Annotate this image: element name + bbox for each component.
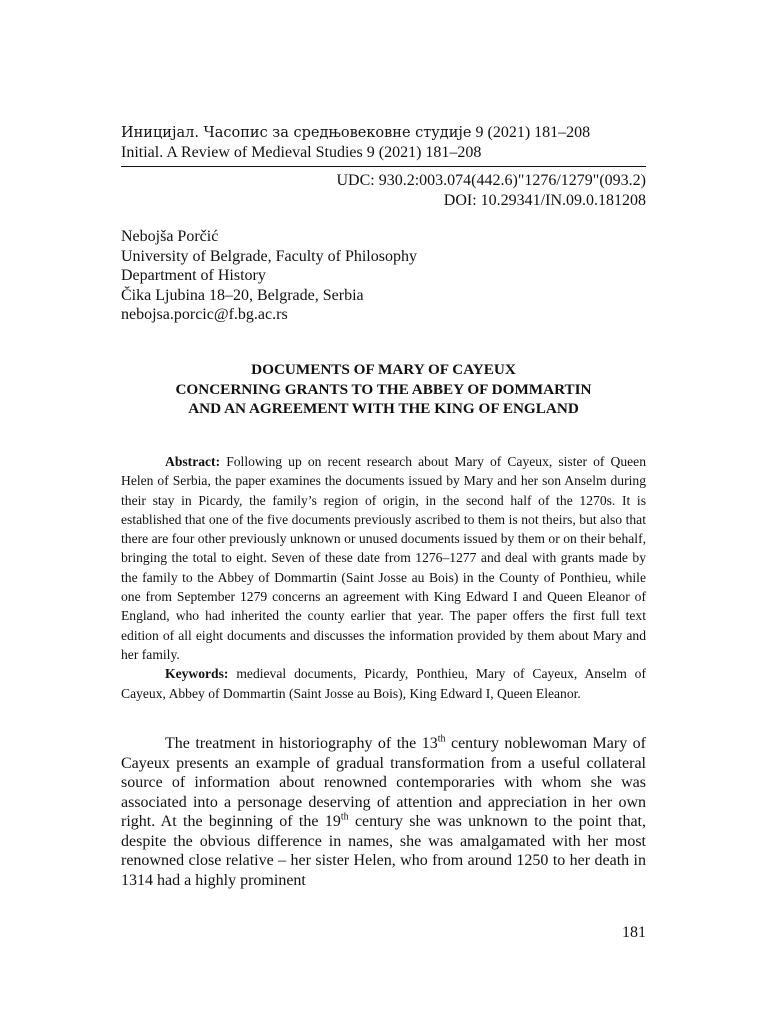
ordinal-suffix-1: th bbox=[437, 733, 446, 745]
body-text bbox=[121, 734, 646, 890]
body-paragraph bbox=[121, 734, 646, 890]
journal-header bbox=[121, 123, 646, 163]
author-email: nebojsa.porcic@f.bg.ac.rs bbox=[121, 306, 288, 323]
journal-citation-english: Initial. A Review of Medieval Studies 9 (2021) 181–208 bbox=[121, 144, 482, 161]
title-line-3: AND AN AGREEMENT WITH THE KING OF ENGLAND bbox=[188, 400, 579, 417]
udc-code: UDC: 930.2:003.074(442.6)"1276/1279"(093.2) bbox=[336, 172, 646, 189]
journal-name-cyrillic: Иницијал. Часопис за средњовековне студије bbox=[121, 125, 472, 141]
author-address: Čika Ljubina 18–20, Belgrade, Serbia bbox=[121, 286, 364, 304]
author-block bbox=[121, 227, 646, 325]
keywords-paragraph bbox=[121, 664, 646, 703]
abstract-label: Abstract: bbox=[165, 454, 221, 469]
doi: DOI: 10.29341/IN.09.0.181208 bbox=[443, 192, 646, 209]
title-line-2: CONCERNING GRANTS TO THE ABBEY OF DOMMARTIN bbox=[175, 380, 592, 398]
keywords-label: Keywords: bbox=[165, 666, 229, 682]
journal-issue-cyrillic: 9 (2021) 181–208 bbox=[471, 124, 591, 141]
page-number: 181 bbox=[622, 924, 646, 941]
body-text-part-2: century noblewoman Mary of Cayeux presents an example of gradual transformation from a useful collateral source of information about renowned contemporaries with whom she was associated into a personage deserving of attention and appreciation in her own right. At the beginning of the 19 bbox=[121, 735, 646, 830]
abstract-paragraph bbox=[121, 452, 646, 664]
abstract-section bbox=[121, 452, 646, 703]
abstract-text: Following up on recent research about Mary of Cayeux, sister of Queen Helen of Serbia, the paper examines the documents issued by Mary and her son Anselm during their stay in Picardy, the family’s region of origin, in the second half of the 1270s. It is established that one of the five documents previously ascribed to them is not theirs, but also that there are four other previously unknown or unused documents issued by them or on their behalf, bringing the total to eight. Seven of these date from 1276–1277 and deal with grants made by the family to the Abbey of Dommartin (Saint Josse au Bois) in the County of Ponthieu, while one from September 1279 concerns an agreement with King Edward I and Queen Eleanor of England, who had inherited the county earlier that year. The paper offers the first full text edition of all eight documents and discusses the information provided by them about Mary and her family. bbox=[121, 454, 646, 662]
author-affiliation-university: University of Belgrade, Faculty of Philosophy bbox=[121, 247, 417, 265]
body-text-part-1: The treatment in historiography of the 13 bbox=[165, 735, 438, 752]
body-text-part-3: century she was unknown to the point that, despite the obvious difference in names, she was amalgamated with her most renowned close relative – her sister Helen, who from around 1250 to her death in 1314 had a highly prominent bbox=[121, 813, 646, 889]
author-name: Nebojša Porčić bbox=[121, 228, 219, 245]
author-affiliation-department: Department of History bbox=[121, 267, 266, 284]
article-identifiers bbox=[121, 171, 646, 211]
ordinal-suffix-2: th bbox=[340, 811, 349, 823]
title-line-1: DOCUMENTS OF MARY OF CAYEUX bbox=[251, 361, 516, 378]
header-divider bbox=[121, 166, 646, 167]
keywords-text: medieval documents, Picardy, Ponthieu, Mary of Cayeux, Anselm of Cayeux, Abbey of Dommartin (Saint Josse au Bois), King Edward I, Queen Eleanor. bbox=[121, 666, 646, 701]
journal-citation-cyrillic bbox=[121, 123, 646, 143]
article-title bbox=[121, 360, 646, 419]
